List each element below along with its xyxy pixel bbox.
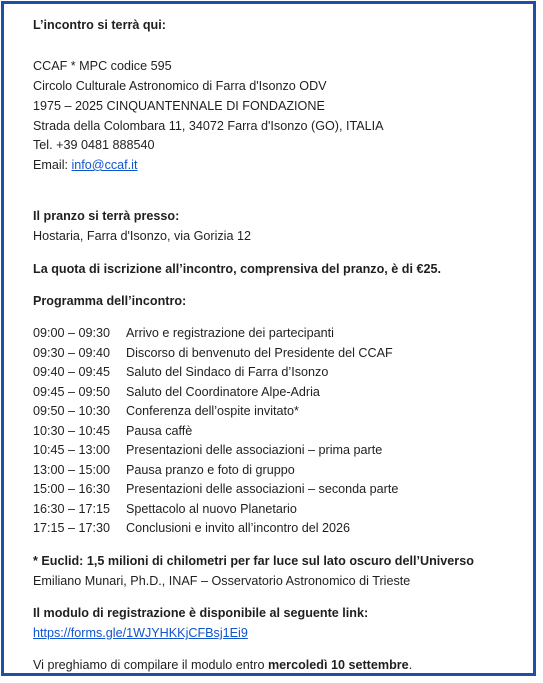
program-activity: Arrivo e registrazione dei partecipanti [126, 326, 334, 340]
program-row [33, 403, 299, 419]
program-activity: Saluto del Sindaco di Farra d’Isonzo [126, 365, 329, 379]
program-activity: Conferenza dell’ospite invitato* [126, 404, 299, 418]
email-label: Email: [33, 158, 72, 172]
venue-heading: L’incontro si terrà qui: [33, 18, 166, 32]
program-heading: Programma dell’incontro: [33, 294, 187, 308]
guest-talk-title: * Euclid: 1,5 milioni di chilometri per far luce sul lato oscuro dell’Universo [33, 554, 474, 568]
program-row [33, 481, 398, 497]
program-activity: Pausa caffè [126, 423, 193, 438]
program-row [33, 462, 295, 478]
program-time: 10:30 – 10:45 [33, 423, 111, 438]
venue-line-org-code: CCAF * MPC codice 595 [33, 59, 172, 73]
closing-text [33, 657, 412, 673]
registration-heading: Il modulo di registrazione è disponibile al seguente link: [33, 606, 369, 620]
fee-text: La quota di iscrizione all’incontro, comprensiva del pranzo, è di €25. [33, 262, 441, 276]
program-time: 09:40 – 09:45 [33, 365, 111, 379]
program-row [33, 501, 297, 517]
program-time: 09:00 – 09:30 [33, 326, 111, 340]
program-activity: Pausa pranzo e foto di gruppo [126, 462, 295, 477]
program-time: 09:30 – 09:40 [33, 345, 111, 360]
program-row [33, 520, 350, 536]
registration-link[interactable]: https://forms.gle/1WJYHKKjCFBsj1Ei9 [33, 626, 248, 640]
program-time: 16:30 – 17:15 [33, 501, 111, 516]
registration-link-row [33, 625, 248, 641]
program-activity: Spettacolo al nuovo Planetario [126, 501, 297, 516]
guest-talk-speaker: Emiliano Munari, Ph.D., INAF – Osservatorio Astronomico di Trieste [33, 574, 411, 588]
venue-line-phone: Tel. +39 0481 888540 [33, 138, 155, 152]
program-activity: Presentazioni delle associazioni – prima parte [126, 443, 383, 457]
program-time: 17:15 – 17:30 [33, 521, 111, 535]
venue-line-anniversary: 1975 – 2025 CINQUANTENNALE DI FONDAZIONE [33, 99, 325, 113]
program-activity: Conclusioni e invito all’incontro del 2026 [126, 521, 351, 535]
email-link[interactable]: info@ccaf.it [71, 158, 138, 172]
closing-suffix: . [408, 658, 413, 672]
program-row [33, 384, 320, 400]
venue-line-org-name: Circolo Culturale Astronomico di Farra d'Isonzo ODV [33, 79, 327, 93]
venue-line-address: Strada della Colombara 11, 34072 Farra d'Isonzo (GO), ITALIA [33, 119, 384, 133]
program-row [33, 442, 382, 458]
closing-deadline: mercoledì 10 settembre [267, 658, 409, 672]
lunch-place: Hostaria, Farra d'Isonzo, via Gorizia 12 [33, 229, 251, 243]
program-row [33, 364, 328, 380]
lunch-heading: Il pranzo si terrà presso: [33, 209, 180, 223]
program-time: 09:45 – 09:50 [33, 384, 111, 399]
program-time: 10:45 – 13:00 [33, 443, 111, 457]
program-row [33, 423, 192, 439]
program-activity: Saluto del Coordinatore Alpe-Adria [126, 384, 320, 399]
closing-prefix: Vi preghiamo di compilare il modulo entro [33, 658, 268, 672]
program-row [33, 325, 334, 341]
program-time: 15:00 – 16:30 [33, 482, 111, 496]
program-activity: Discorso di benvenuto del Presidente del CCAF [126, 345, 393, 360]
venue-email-row [33, 157, 137, 173]
program-activity: Presentazioni delle associazioni – seconda parte [126, 482, 399, 496]
program-row [33, 345, 393, 361]
program-time: 13:00 – 15:00 [33, 462, 111, 477]
program-time: 09:50 – 10:30 [33, 404, 111, 418]
